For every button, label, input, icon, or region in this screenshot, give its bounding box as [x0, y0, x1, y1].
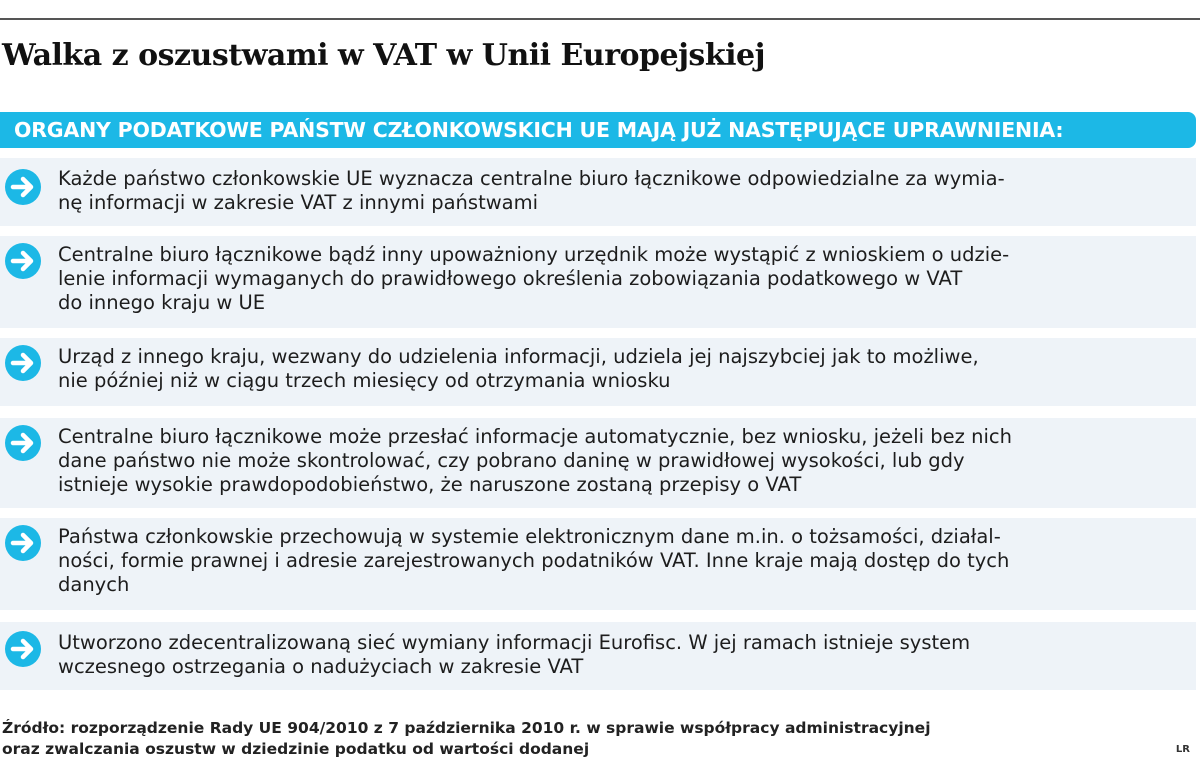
arrow-right-icon — [4, 630, 42, 668]
arrow-right-icon — [4, 344, 42, 382]
list-item — [0, 158, 1196, 226]
arrow-right-icon — [4, 242, 42, 280]
author-initials: LR — [1175, 744, 1190, 755]
source-note: Źródło: rozporządzenie Rady UE 904/2010 z 7 października 2010 r. w sprawie współpracy administracyjnej oraz zwalczania oszustw w dziedzinie podatku od wartości dodanej — [2, 719, 931, 758]
item-text: Centralne biuro łącznikowe może przesłać informacje automatycznie, bez wniosku, jeżeli bez nich dane państwo nie może skontrolować, czy pobrano daninę w prawidłowej wysokości, lub gdy istnieje wysokie prawdopodobieństwo, że naruszone zostaną przepisy o VAT — [58, 425, 1012, 496]
list-item — [0, 338, 1196, 406]
item-text: Centralne biuro łącznikowe bądź inny upoważniony urzędnik może wystąpić z wnioskiem o udzie- lenie informacji wymaganych do prawidłowego określenia zobowiązania podatkowego w VAT do innego kraju w UE — [58, 243, 1010, 314]
banner-text: ORGANY PODATKOWE PAŃSTW CZŁONKOWSKICH UE MAJĄ JUŻ NASTĘPUJĄCE UPRAWNIENIA: — [14, 118, 1064, 142]
list-item — [0, 518, 1196, 610]
item-text: Państwa członkowskie przechowują w systemie elektronicznym dane m.in. o tożsamości, działal- ności, formie prawnej i adresie zarejestrowanych podatników VAT. Inne kraje mają dostęp do tych danych — [58, 525, 1010, 596]
item-text: Urząd z innego kraju, wezwany do udzielenia informacji, udziela jej najszybciej jak to możliwe, nie później niż w ciągu trzech miesięcy od otrzymania wniosku — [58, 345, 979, 392]
header-banner — [0, 112, 1196, 148]
list-item — [0, 236, 1196, 328]
list-item — [0, 622, 1196, 690]
arrow-right-icon — [4, 424, 42, 462]
list-item — [0, 418, 1196, 508]
top-divider — [0, 18, 1200, 20]
page-title: Walka z oszustwami w VAT w Unii Europejskiej — [2, 38, 765, 73]
item-text: Utworzono zdecentralizowaną sieć wymiany informacji Eurofisc. W jej ramach istnieje system wczesnego ostrzegania o nadużyciach w zakresie VAT — [58, 631, 971, 678]
arrow-right-icon — [4, 524, 42, 562]
item-text: Każde państwo członkowskie UE wyznacza centralne biuro łącznikowe odpowiedzialne za wymia- nę informacji w zakresie VAT z innymi państwami — [58, 167, 1005, 214]
arrow-right-icon — [4, 168, 42, 206]
